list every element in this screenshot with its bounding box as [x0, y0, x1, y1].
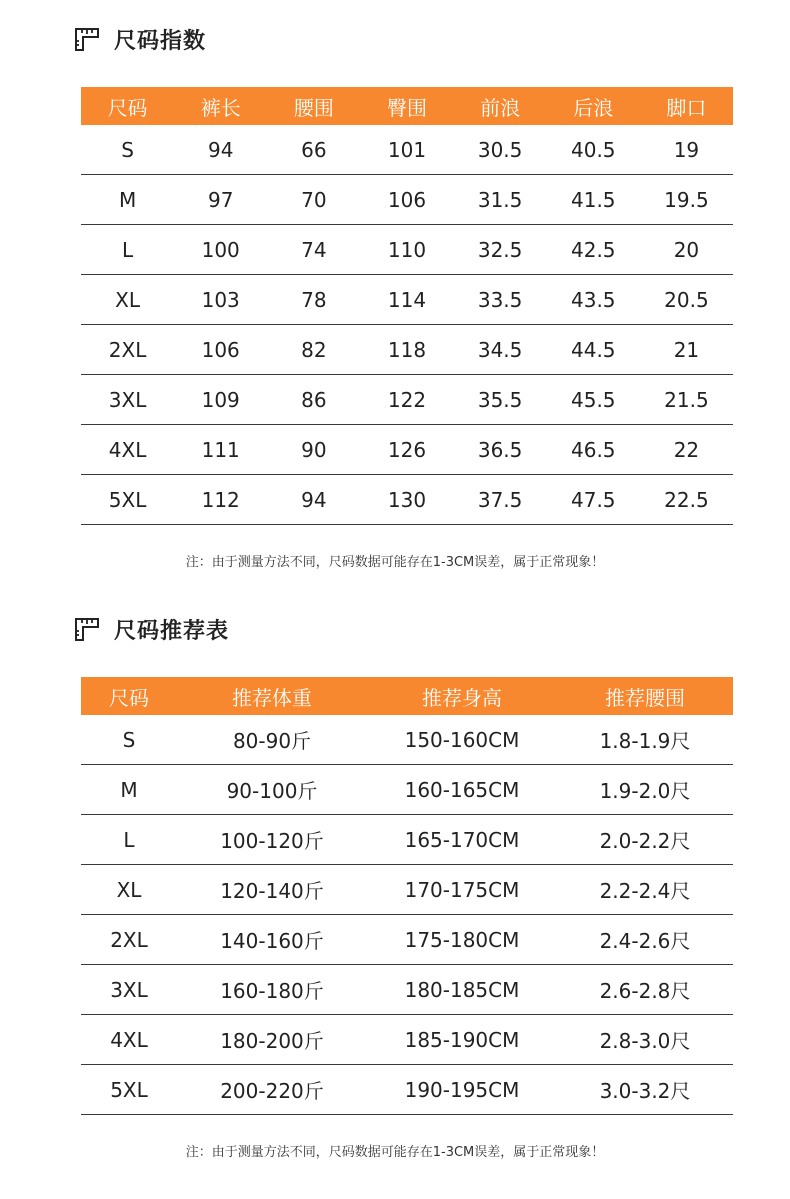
- table-cell: 150-160CM: [367, 715, 557, 765]
- table-cell: 111: [174, 425, 267, 475]
- table-cell: 130: [360, 475, 453, 525]
- table-cell: 185-190CM: [367, 1015, 557, 1065]
- table-cell: 32.5: [454, 225, 547, 275]
- table-cell: 2XL: [81, 915, 177, 965]
- table-cell: 118: [360, 325, 453, 375]
- table-cell: 74: [267, 225, 360, 275]
- table-row: [81, 125, 733, 175]
- size-index-title: [74, 24, 206, 54]
- table-cell: 2.0-2.2尺: [557, 815, 733, 865]
- section-title-text: 尺码推荐表: [114, 618, 230, 644]
- table-cell: 114: [360, 275, 453, 325]
- table-cell: 21: [640, 325, 733, 375]
- table-cell: 34.5: [454, 325, 547, 375]
- column-header: 臀围: [360, 87, 453, 125]
- table-row: [81, 225, 733, 275]
- column-header: 裤长: [174, 87, 267, 125]
- table-cell: 97: [174, 175, 267, 225]
- table-cell: 1.8-1.9尺: [557, 715, 733, 765]
- table-cell: 100: [174, 225, 267, 275]
- table-cell: 5XL: [81, 475, 174, 525]
- table-cell: S: [81, 715, 177, 765]
- column-header: 后浪: [547, 87, 640, 125]
- table-cell: 86: [267, 375, 360, 425]
- table-cell: 2.4-2.6尺: [557, 915, 733, 965]
- table-cell: 5XL: [81, 1065, 177, 1115]
- table-cell: 22.5: [640, 475, 733, 525]
- table-cell: M: [81, 175, 174, 225]
- measurement-note: 注：由于测量方法不同，尺码数据可能存在1-3CM误差，属于正常现象！: [185, 555, 605, 570]
- table-cell: 2XL: [81, 325, 174, 375]
- table-row: [81, 815, 733, 865]
- table-cell: 94: [174, 125, 267, 175]
- table-cell: 100-120斤: [177, 815, 367, 865]
- column-header: 推荐腰围: [557, 677, 733, 715]
- table-row: [81, 965, 733, 1015]
- table-cell: 46.5: [547, 425, 640, 475]
- column-header: 腰围: [267, 87, 360, 125]
- table-row: [81, 375, 733, 425]
- table-cell: 3XL: [81, 375, 174, 425]
- table-header-row: [81, 677, 733, 715]
- table-cell: 90-100斤: [177, 765, 367, 815]
- table-row: [81, 475, 733, 525]
- table-cell: 2.6-2.8尺: [557, 965, 733, 1015]
- table-cell: 106: [360, 175, 453, 225]
- table-row: [81, 1065, 733, 1115]
- table-cell: 80-90斤: [177, 715, 367, 765]
- measurement-note: 注：由于测量方法不同，尺码数据可能存在1-3CM误差，属于正常现象！: [185, 1145, 605, 1160]
- size-recommend-title: [74, 614, 229, 644]
- ruler-icon: [74, 616, 102, 642]
- table-cell: 94: [267, 475, 360, 525]
- table-cell: 90: [267, 425, 360, 475]
- table-row: [81, 765, 733, 815]
- table-row: [81, 715, 733, 765]
- table-cell: 35.5: [454, 375, 547, 425]
- table-cell: 103: [174, 275, 267, 325]
- table-cell: 190-195CM: [367, 1065, 557, 1115]
- table-cell: 4XL: [81, 425, 174, 475]
- table-cell: 2.8-3.0尺: [557, 1015, 733, 1065]
- table-cell: 180-185CM: [367, 965, 557, 1015]
- table-cell: S: [81, 125, 174, 175]
- table-cell: 44.5: [547, 325, 640, 375]
- table-cell: 47.5: [547, 475, 640, 525]
- table-cell: 160-180斤: [177, 965, 367, 1015]
- table-row: [81, 915, 733, 965]
- table-row: [81, 425, 733, 475]
- table-cell: 165-170CM: [367, 815, 557, 865]
- table-cell: 160-165CM: [367, 765, 557, 815]
- column-header: 脚口: [640, 87, 733, 125]
- table-cell: 106: [174, 325, 267, 375]
- table-cell: 37.5: [454, 475, 547, 525]
- table-row: [81, 275, 733, 325]
- table-row: [81, 865, 733, 915]
- table-row: [81, 1015, 733, 1065]
- table-cell: 45.5: [547, 375, 640, 425]
- table-cell: 30.5: [454, 125, 547, 175]
- table-cell: 70: [267, 175, 360, 225]
- table-cell: 40.5: [547, 125, 640, 175]
- table-cell: 101: [360, 125, 453, 175]
- section-title-text: 尺码指数: [114, 28, 207, 54]
- table-cell: 22: [640, 425, 733, 475]
- table-cell: 31.5: [454, 175, 547, 225]
- table-cell: 120-140斤: [177, 865, 367, 915]
- table-cell: 109: [174, 375, 267, 425]
- table-cell: XL: [81, 275, 174, 325]
- table-cell: 43.5: [547, 275, 640, 325]
- table-cell: 82: [267, 325, 360, 375]
- table-cell: 21.5: [640, 375, 733, 425]
- table-cell: 78: [267, 275, 360, 325]
- table-cell: 180-200斤: [177, 1015, 367, 1065]
- table-cell: 66: [267, 125, 360, 175]
- ruler-icon: [74, 26, 102, 52]
- table-cell: 3.0-3.2尺: [557, 1065, 733, 1115]
- table-cell: 19.5: [640, 175, 733, 225]
- table-cell: M: [81, 765, 177, 815]
- table-cell: 110: [360, 225, 453, 275]
- table-cell: 20: [640, 225, 733, 275]
- table-cell: 122: [360, 375, 453, 425]
- table-cell: 140-160斤: [177, 915, 367, 965]
- table-cell: 2.2-2.4尺: [557, 865, 733, 915]
- table-cell: 36.5: [454, 425, 547, 475]
- size-recommend-table: [81, 677, 733, 1115]
- table-cell: 41.5: [547, 175, 640, 225]
- table-header-row: [81, 87, 733, 125]
- table-cell: XL: [81, 865, 177, 915]
- table-cell: 126: [360, 425, 453, 475]
- table-row: [81, 175, 733, 225]
- table-cell: 33.5: [454, 275, 547, 325]
- column-header: 前浪: [454, 87, 547, 125]
- table-row: [81, 325, 733, 375]
- table-cell: 170-175CM: [367, 865, 557, 915]
- table-cell: 20.5: [640, 275, 733, 325]
- column-header: 尺码: [81, 677, 177, 715]
- table-cell: 3XL: [81, 965, 177, 1015]
- column-header: 尺码: [81, 87, 174, 125]
- table-cell: 19: [640, 125, 733, 175]
- table-cell: L: [81, 225, 174, 275]
- table-cell: 42.5: [547, 225, 640, 275]
- table-cell: 200-220斤: [177, 1065, 367, 1115]
- size-index-table: [81, 87, 733, 525]
- column-header: 推荐体重: [177, 677, 367, 715]
- table-cell: L: [81, 815, 177, 865]
- table-cell: 4XL: [81, 1015, 177, 1065]
- column-header: 推荐身高: [367, 677, 557, 715]
- table-cell: 112: [174, 475, 267, 525]
- table-cell: 1.9-2.0尺: [557, 765, 733, 815]
- table-cell: 175-180CM: [367, 915, 557, 965]
